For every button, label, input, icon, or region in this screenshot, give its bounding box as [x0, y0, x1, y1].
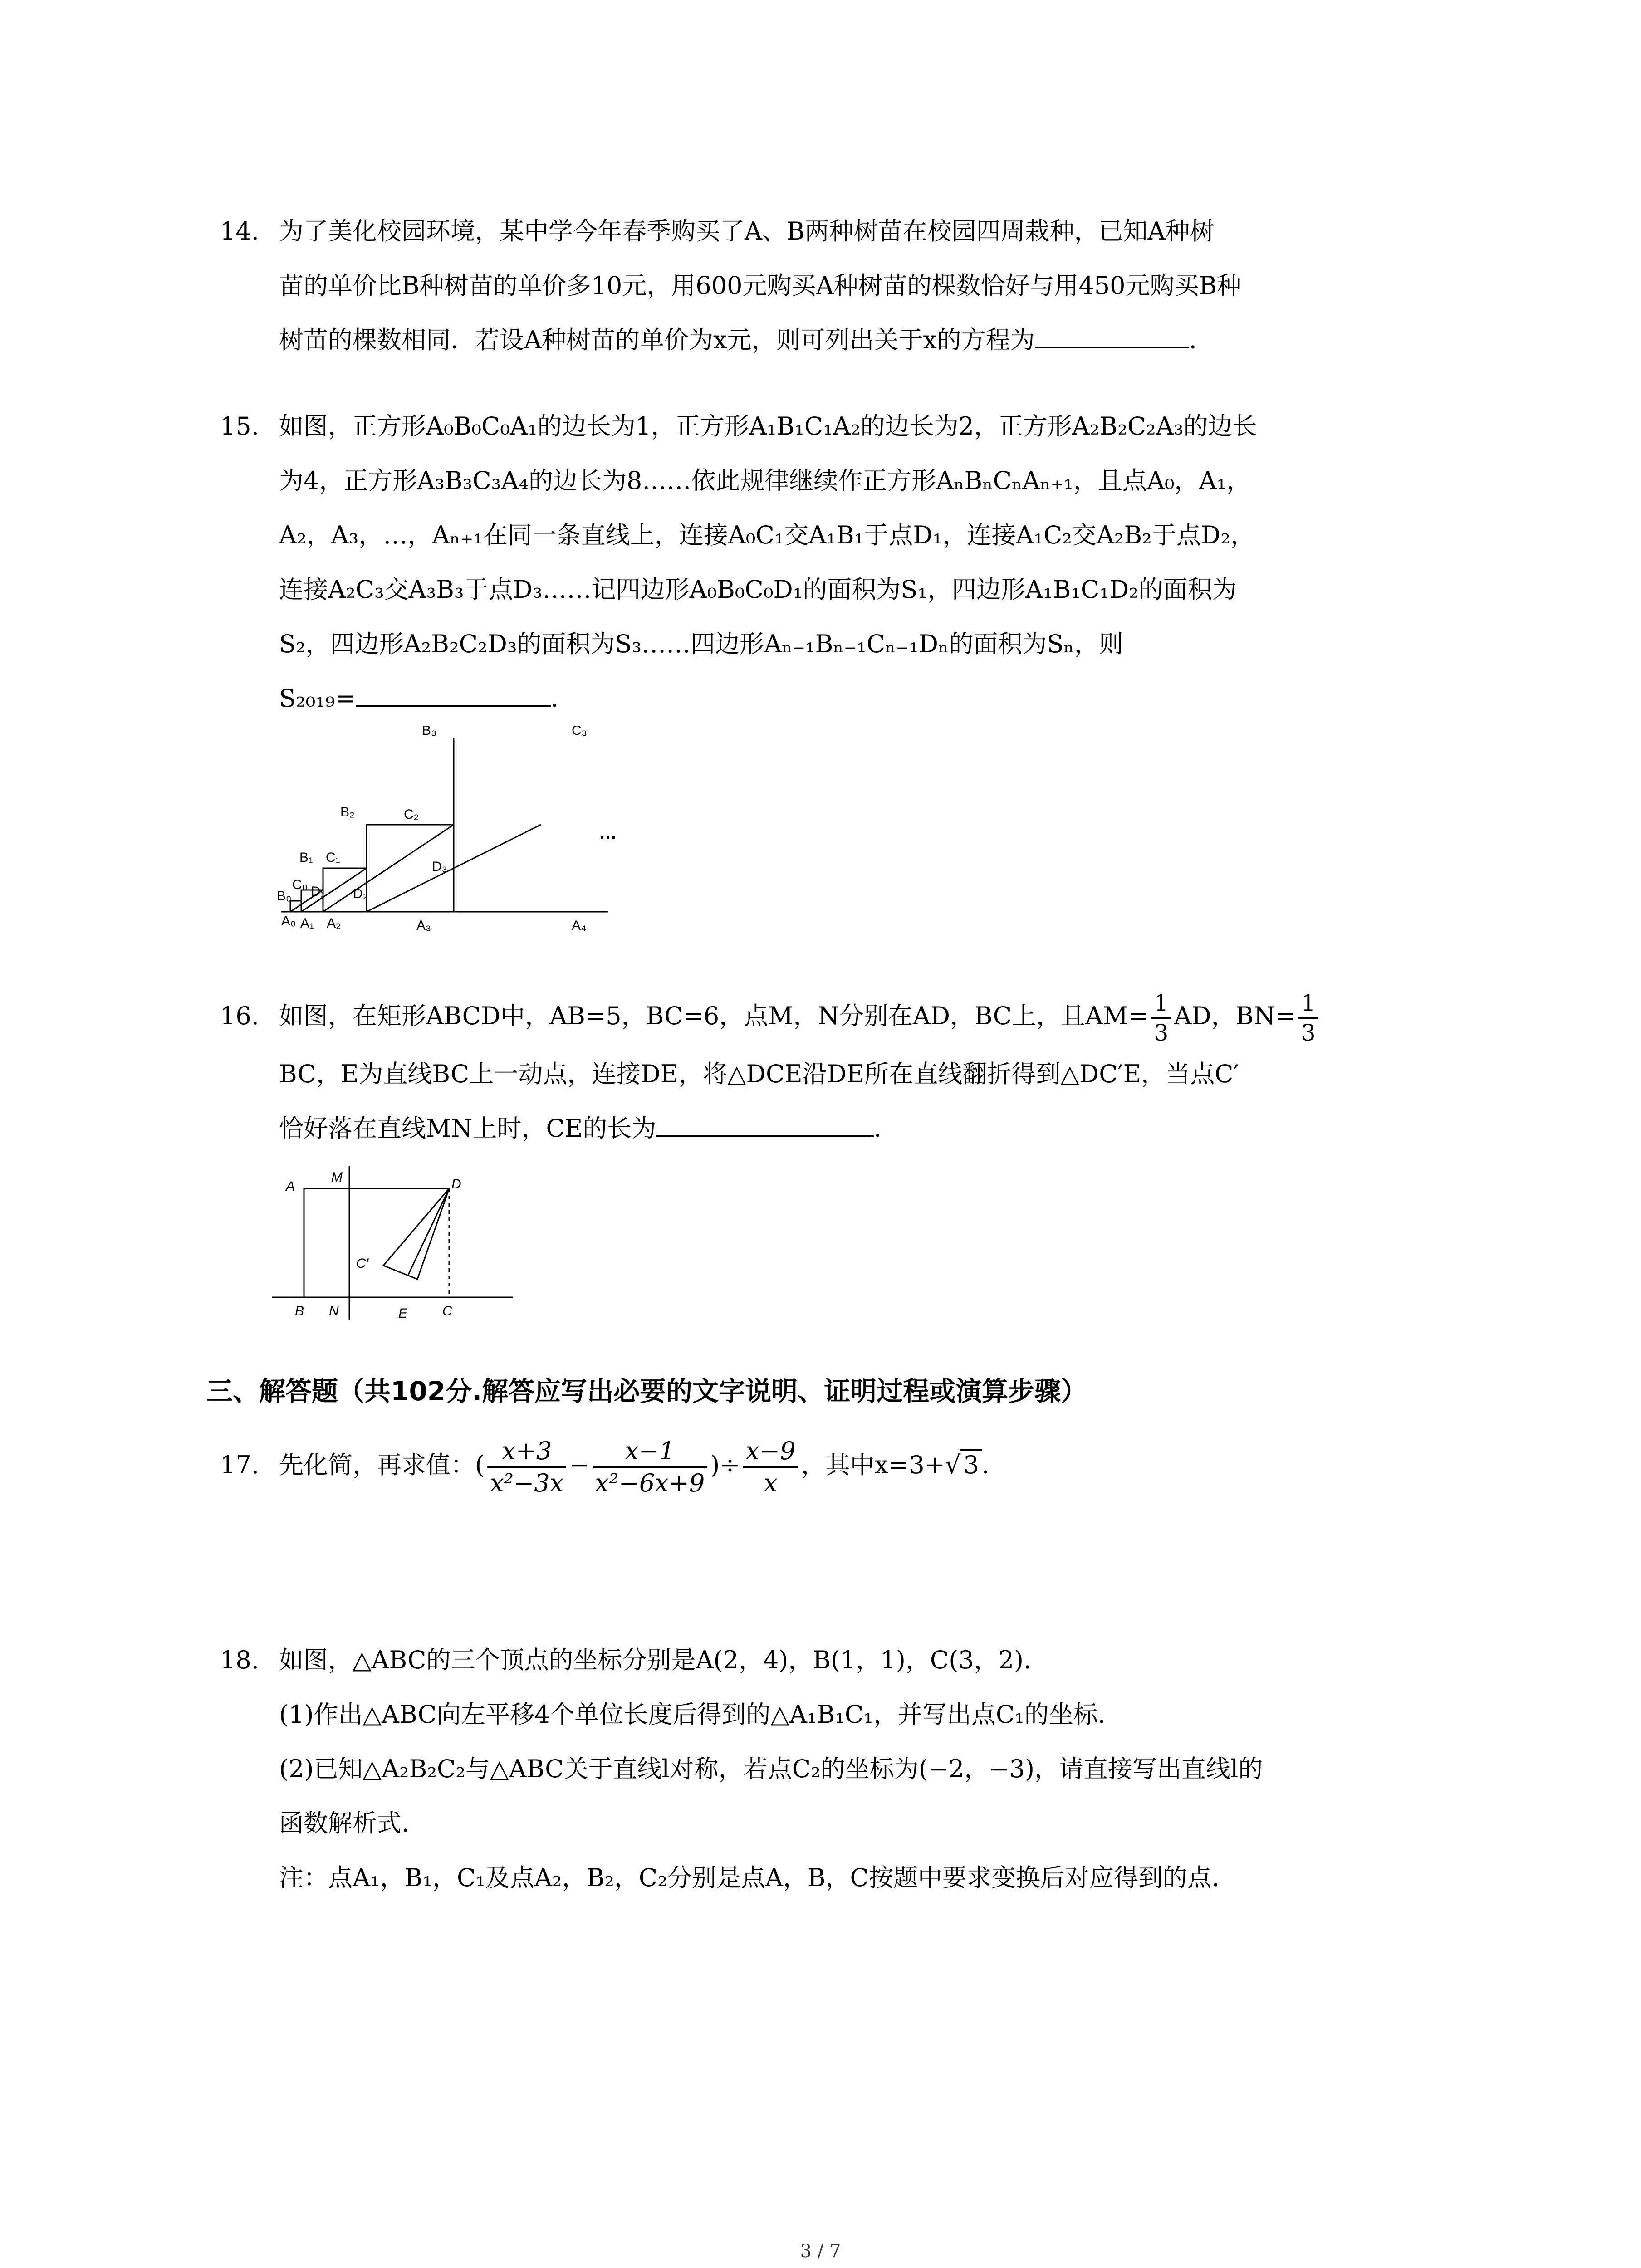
- label-a3: A₃: [416, 918, 431, 933]
- triangle-dc-e: [383, 1188, 449, 1279]
- question-15: [220, 399, 1445, 726]
- question-text: S₂，四边形A₂B₂C₂D₃的面积为S₃……四边形Aₙ₋₁Bₙ₋₁Cₙ₋₁Dₙ的面积为Sₙ，则: [279, 630, 1123, 658]
- label-a2: A₂: [327, 916, 341, 931]
- question-text: 树苗的棵数相同．若设A种树苗的单价为x元，则可列出关于x的方程为: [279, 326, 1035, 354]
- answer-blank[interactable]: [656, 1111, 874, 1137]
- question-text: 函数解析式．: [279, 1809, 426, 1838]
- question-text: 注：点A₁，B₁，C₁及点A₂，B₂，C₂分别是点A，B，C按题中要求变换后对应得到的点．: [279, 1863, 1236, 1892]
- question-text: BC，E为直线BC上一动点，连接DE，将△DCE沿DE所在直线翻折得到△DC′E，当点C′: [279, 1060, 1239, 1088]
- label-d1: D₁: [311, 884, 325, 899]
- label-a1: A₁: [300, 916, 314, 931]
- label-d2: D₂: [353, 886, 368, 901]
- page-number: 3 / 7: [800, 2241, 841, 2262]
- label-d: D: [451, 1177, 461, 1192]
- label-b2: B₂: [340, 805, 355, 820]
- label-c-prime: C′: [356, 1256, 369, 1271]
- label-b3: B₃: [422, 726, 437, 738]
- fraction-3: $\frac{x-9}{x}$: [743, 1436, 798, 1498]
- punctuation: ．: [981, 1451, 1006, 1479]
- question-number: 17.: [220, 1451, 259, 1479]
- fraction-1: $\frac{x+3}{\text{x²−3x}}$: [487, 1436, 566, 1498]
- label-b: B: [295, 1304, 304, 1319]
- question-text: 如图，△ABC的三个顶点的坐标分别是A(2，4)，B(1，1)，C(3，2)．: [279, 1646, 1048, 1674]
- label-a: A: [286, 1179, 295, 1194]
- label-a0: A₀: [281, 914, 296, 929]
- question-text: A₂，A₃，…，Aₙ₊₁在同一条直线上，连接A₀C₁交A₁B₁于点D₁，连接A₁C₂交A₂B₂于点D₂，: [279, 521, 1255, 549]
- label-c0: C₀: [292, 877, 308, 892]
- question-text: 为了美化校园环境，某中学今年春季购买了A、B两种树苗在校园四周栽种，已知A种树: [279, 217, 1215, 245]
- label-c2: C₂: [404, 807, 419, 822]
- question-text: 先化简，再求值：(: [279, 1451, 485, 1479]
- punctuation: ．: [1189, 326, 1214, 354]
- question-text: (1)作出△ABC向左平移4个单位长度后得到的△A₁B₁C₁，并写出点C₁的坐标．: [279, 1700, 1122, 1729]
- question-17: [220, 1429, 1445, 1501]
- operator: −: [569, 1451, 590, 1479]
- sqrt-radicand: 3: [960, 1449, 981, 1479]
- question-text: (2)已知△A₂B₂C₂与△ABC关于直线l对称，若点C₂的坐标为(−2，−3)，请直接写出直线l的: [279, 1755, 1263, 1783]
- question-number: 15.: [220, 412, 259, 440]
- line-de: [408, 1188, 449, 1275]
- label-a4: A₄: [572, 918, 587, 933]
- question-number: 16.: [220, 1002, 259, 1030]
- sqrt-sign: √: [945, 1451, 961, 1479]
- label-c: C: [442, 1304, 452, 1319]
- question-text: 为4，正方形A₃B₃C₃A₄的边长为8……依此规律继续作正方形AₙBₙCₙAₙ₊₁，且点A₀，A₁，: [279, 466, 1251, 495]
- label-c1: C₁: [326, 850, 340, 865]
- question-text: S₂₀₁₉=: [279, 684, 356, 713]
- punctuation: ．: [550, 684, 575, 713]
- punctuation: ．: [874, 1114, 899, 1143]
- label-b0: B₀: [277, 889, 292, 904]
- fraction-one-third: $\frac{1}{3}$: [1151, 989, 1171, 1047]
- question-number: 14.: [220, 217, 259, 245]
- question-text: ，其中x=3+: [801, 1451, 945, 1479]
- section-heading: 三、解答题（共102分.解答应写出必要的文字说明、证明过程或演算步骤）: [206, 1376, 1087, 1407]
- question-16: [220, 989, 1445, 1156]
- question-text: AD，BN=: [1174, 1002, 1296, 1030]
- question-text: 如图，在矩形ABCD中，AB=5，BC=6，点M，N分别在AD，BC上，且AM=: [279, 1002, 1149, 1030]
- ellipsis: …: [599, 823, 617, 843]
- label-b1: B₁: [299, 850, 314, 865]
- fraction-2: $\frac{x-1}{\text{x²−6x+9}}$: [593, 1436, 708, 1498]
- question-text: 连接A₂C₃交A₃B₃于点D₃……记四边形A₀B₀C₀D₁的面积为S₁，四边形A₁B₁C₁D₂的面积为: [279, 575, 1237, 604]
- fraction-one-third: $\frac{1}{3}$: [1298, 989, 1318, 1047]
- operator: )÷: [710, 1451, 740, 1479]
- label-m: M: [331, 1170, 343, 1185]
- figure-15-squares: [272, 726, 635, 943]
- question-18: [220, 1633, 1445, 1905]
- figure-16-rectangle: [272, 1166, 517, 1329]
- question-text: 恰好落在直线MN上时，CE的长为: [279, 1114, 656, 1143]
- question-14: [220, 204, 1445, 367]
- label-n: N: [329, 1304, 339, 1319]
- question-text: 如图，正方形A₀B₀C₀A₁的边长为1，正方形A₁B₁C₁A₂的边长为2，正方形A₂B₂C₂A₃的边长: [279, 412, 1257, 440]
- question-number: 18.: [220, 1646, 259, 1674]
- label-c3: C₃: [572, 726, 587, 738]
- label-d3: D₃: [432, 859, 447, 874]
- answer-blank[interactable]: [1035, 323, 1189, 348]
- label-e: E: [398, 1306, 408, 1321]
- question-text: 苗的单价比B种树苗的单价多10元，用600元购买A种树苗的棵数恰好与用450元购买B种: [279, 271, 1242, 300]
- answer-blank[interactable]: [356, 681, 551, 707]
